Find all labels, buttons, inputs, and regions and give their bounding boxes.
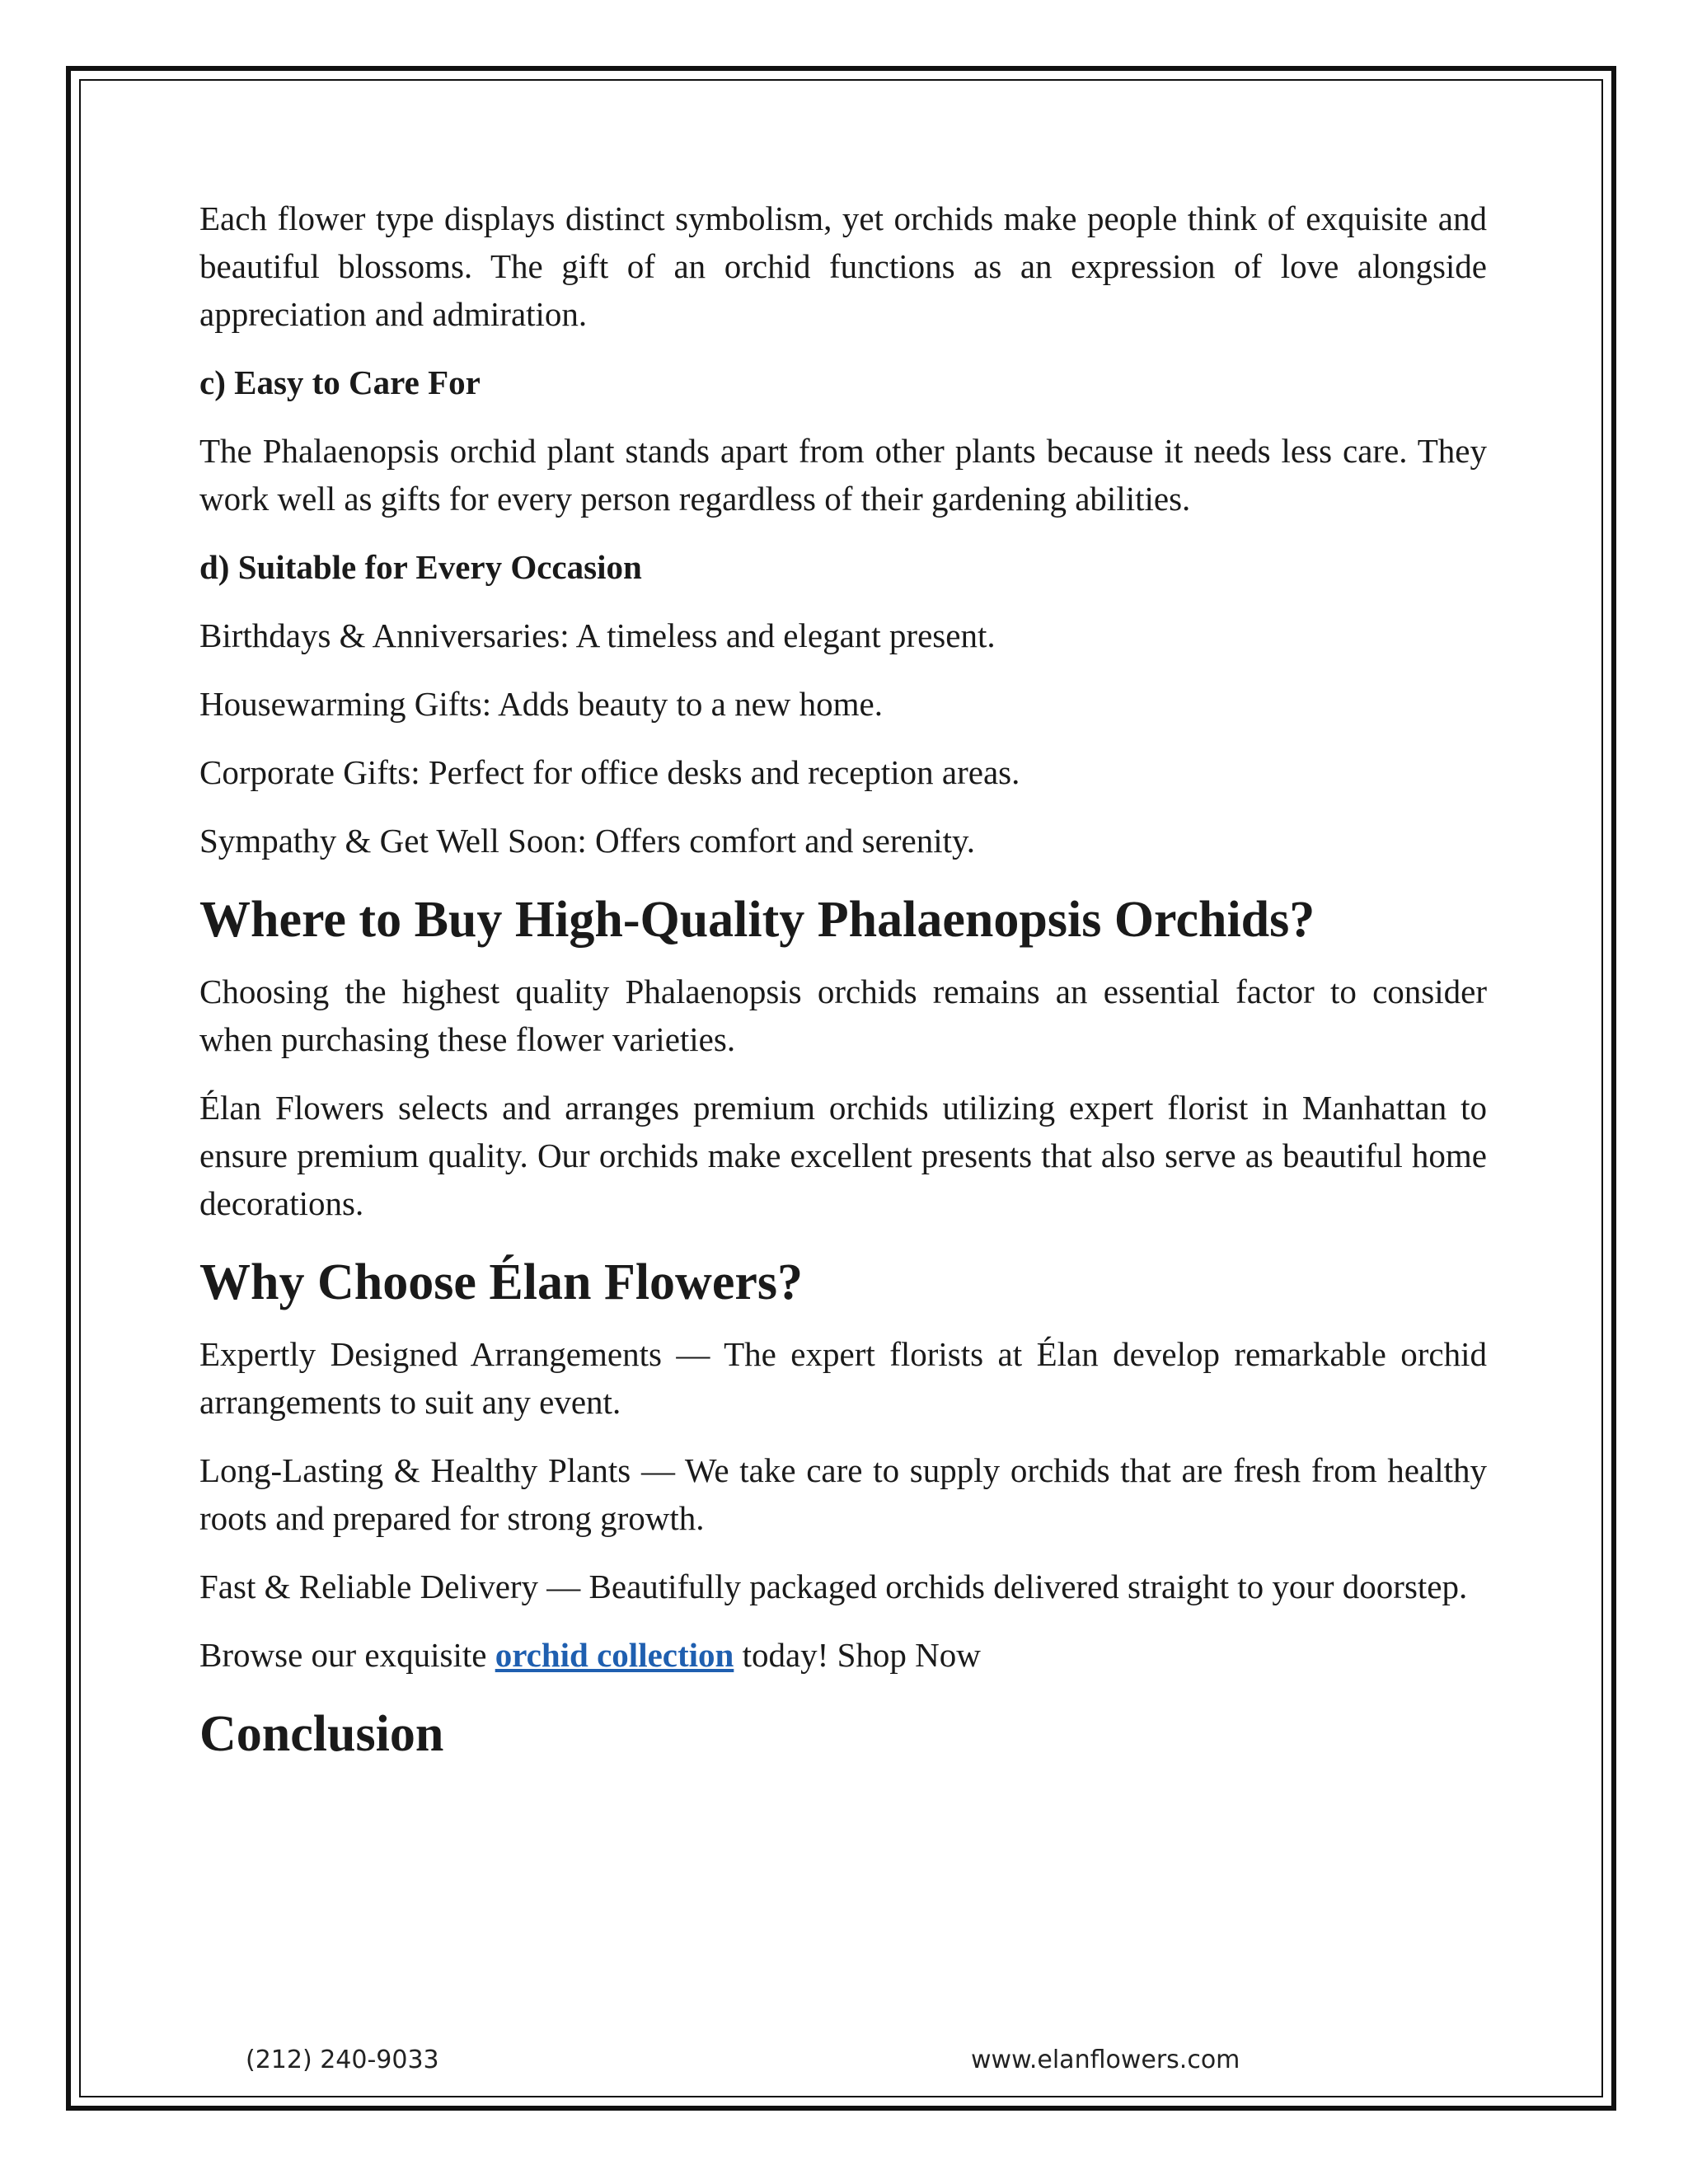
orchid-collection-link[interactable]: orchid collection	[495, 1636, 734, 1674]
where-to-buy-heading: Where to Buy High-Quality Phalaenopsis Orchids?	[199, 892, 1315, 948]
why-choose-paragraph: Fast & Reliable Delivery — Beautifully packaged orchids delivered straight to your doorstep.	[199, 1568, 1468, 1605]
document-body	[199, 194, 1487, 1782]
why-choose-paragraph: Expertly Designed Arrangements — The expert florists at Élan develop remarkable orchid arrangements to suit any event.	[199, 1335, 1487, 1421]
easy-care-paragraph: The Phalaenopsis orchid plant stands apart from other plants because it needs less care. They work well as gifts for every person regardless of their gardening abilities.	[199, 432, 1487, 518]
intro-paragraph: Each flower type displays distinct symbolism, yet orchids make people think of exquisite and beautiful blossoms. The gift of an orchid functions as an expression of love alongside appreciation and admiration.	[199, 199, 1487, 333]
why-choose-heading: Why Choose Élan Flowers?	[199, 1254, 803, 1310]
browse-text-before: Browse our exquisite	[199, 1636, 495, 1674]
occasion-item: Corporate Gifts: Perfect for office desks and reception areas.	[199, 753, 1020, 791]
footer-website: www.elanflowers.com	[971, 2046, 1240, 2074]
occasions-heading: d) Suitable for Every Occasion	[199, 548, 642, 586]
why-choose-paragraph: Long-Lasting & Healthy Plants — We take care to supply orchids that are fresh from healthy roots and prepared for strong growth.	[199, 1451, 1487, 1537]
browse-text-after: today! Shop Now	[734, 1636, 981, 1674]
easy-care-heading: c) Easy to Care For	[199, 363, 481, 401]
where-to-buy-paragraph: Choosing the highest quality Phalaenopsis orchids remains an essential factor to consider when purchasing these flower varieties.	[199, 972, 1487, 1058]
footer-phone: (212) 240-9033	[246, 2046, 439, 2074]
occasion-item: Housewarming Gifts: Adds beauty to a new home.	[199, 685, 883, 723]
conclusion-heading: Conclusion	[199, 1706, 444, 1762]
browse-paragraph	[199, 1631, 1487, 1679]
occasion-item: Birthdays & Anniversaries: A timeless and elegant present.	[199, 616, 996, 654]
occasion-item: Sympathy & Get Well Soon: Offers comfort and serenity.	[199, 822, 976, 860]
where-to-buy-paragraph: Élan Flowers selects and arranges premium orchids utilizing expert florist in Manhattan to ensure premium quality. Our orchids make excellent presents that also serve as beautiful home decorations.	[199, 1089, 1487, 1222]
